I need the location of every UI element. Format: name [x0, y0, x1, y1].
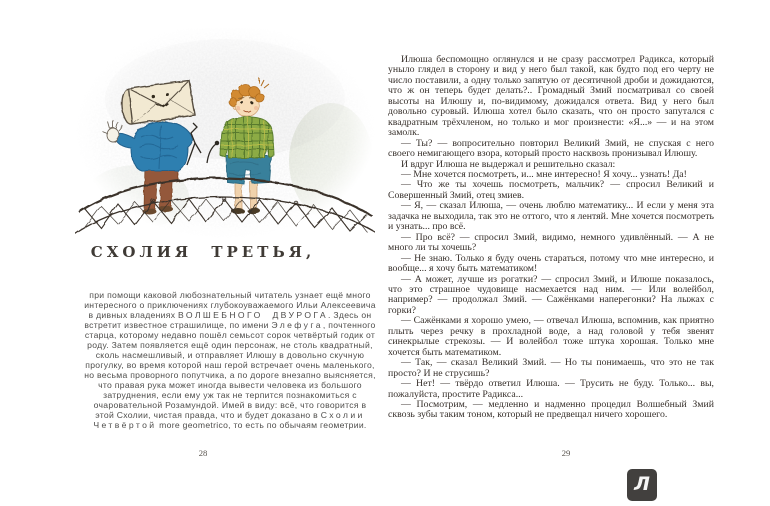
annotation-emphasized-segment: Элефуга	[271, 320, 323, 330]
labirint-logo	[627, 469, 657, 501]
chapter-title: СХОЛИЯ ТРЕТЬЯ,	[90, 243, 316, 261]
paragraph: — Посмотрим, — медленно и надменно процедил Волшебный Змий сквозь зубы таким тоном, который не предвещал ничего хорошего.	[388, 398, 714, 421]
paragraph: — Ты? — вопросительно повторил Великий Змий, не спуская с него своего немигающего взора, который просто насквозь пронизывал Илюшу.	[388, 137, 714, 160]
paragraph: — Что же ты хочешь посмотреть, мальчик? — спросил Великий и Совершенный Змий, отец змиев.	[388, 179, 714, 201]
paragraph: — Так, — сказал Великий Змий. — Но ты понимаешь, что это не так просто? И не струсишь?	[388, 357, 714, 379]
paragraph: — А может, лучше из рогатки? — спросил Змий, и Илюше показалось, что это страшное чудовище насмехается над ним. — Или волейбол, например? — продолжал Змий. — Сажёнками наперегонки? На лыжах с горки?	[388, 273, 714, 316]
page-number-right: 29	[561, 448, 571, 458]
paragraph: Илюша беспомощно оглянулся и не сразу рассмотрел Радикса, который уныло глядел в сторону и вид у него был такой, как будто под его черту не число поставили, а одну только запятую от десятичной дроби и дожидаются, что ж он теперь будет делать?.. Громадный Змий посматривал со своей высоты на Илюшу и, по-видимому, дожидался ответа. Вид у него был довольно суровый. Илюша хотел было сказать, что он просто запутался с квадратным трёхчленом, но только и мог произнести: «Я...» — и на этом замолк.	[388, 54, 714, 139]
annotation-segment: при помощи каковой любознательный читатель узнает ещё много интересного о приключениях глубокоуважаемого Ильи Алексеевича в дивных владениях	[84, 290, 376, 320]
paragraph: — Нет! — твёрдо ответил Илюша. — Трусить не буду. Только... вы, пожалуйста, простите Радикса...	[388, 378, 714, 400]
chapter-annotation	[84, 290, 376, 430]
labirint-logo-letter: Л	[634, 472, 650, 495]
annotation-emphasized-segment: Схолии Четвёртой	[93, 410, 365, 430]
paragraph: — Я, — сказал Илюша, — очень люблю математику... И если у меня эта задачка не выходила, так это не оттого, что я лентяй. Мне хочется посмотреть и узнать... про всё.	[388, 200, 714, 233]
annotation-segment: more geometrico, то есть по обычаям геометрии.	[156, 420, 367, 430]
page-number-left: 28	[198, 448, 208, 458]
body-text-column	[388, 55, 714, 421]
paragraph: — Сажёнками я хорошо умею, — отвечал Илюша, вспомнив, как приятно плыть через речку в прохладной воде, а над головой у тебя звенят синекрылые стрекозы. — И волейбол тоже штука хорошая. Только мне хочется быть математиком.	[388, 315, 714, 358]
annotation-segment: , почтенного старца, которому недавно пошёл семьсот сорок четвёртый годик от роду. Затем появляется ещё один персонаж, не столь квадратный, сколь насмешливый, и отправляет Илюшу в довольно скучную прогулку, во время которой наш герой встречает очень маленького, но весьма проворного попутчика, а по дороге внезапно выясняется, что правая рука может иногда вывести человека из большого затруднения, если ему уж так не терпится познакомиться с очаровательной Розамундой. Имей в виду: всё, что говорится в этой Схолии, чистая правда, что и будет доказано в	[84, 320, 376, 420]
annotation-segment: . Здесь он встретит известное страшилище, по имени	[84, 310, 372, 330]
paragraph: — Не знаю. Только я буду очень стараться, потому что мне интересно, и вообще... я хочу быть математиком!	[388, 252, 714, 275]
paragraph: — Мне хочется посмотреть, и... мне интересно! Я хочу... узнать! Да!	[401, 168, 687, 180]
paragraph: И вдруг Илюша не выдержал и решительно сказал:	[401, 158, 616, 170]
annotation-emphasized-segment: ВОЛШЕБНОГО ДВУРОГА	[178, 310, 329, 320]
paragraph: — Про всё? — спросил Змий, видимо, немного удивлённый. — А не много ли ты хочешь?	[388, 231, 714, 254]
book-illustration	[75, 18, 375, 240]
